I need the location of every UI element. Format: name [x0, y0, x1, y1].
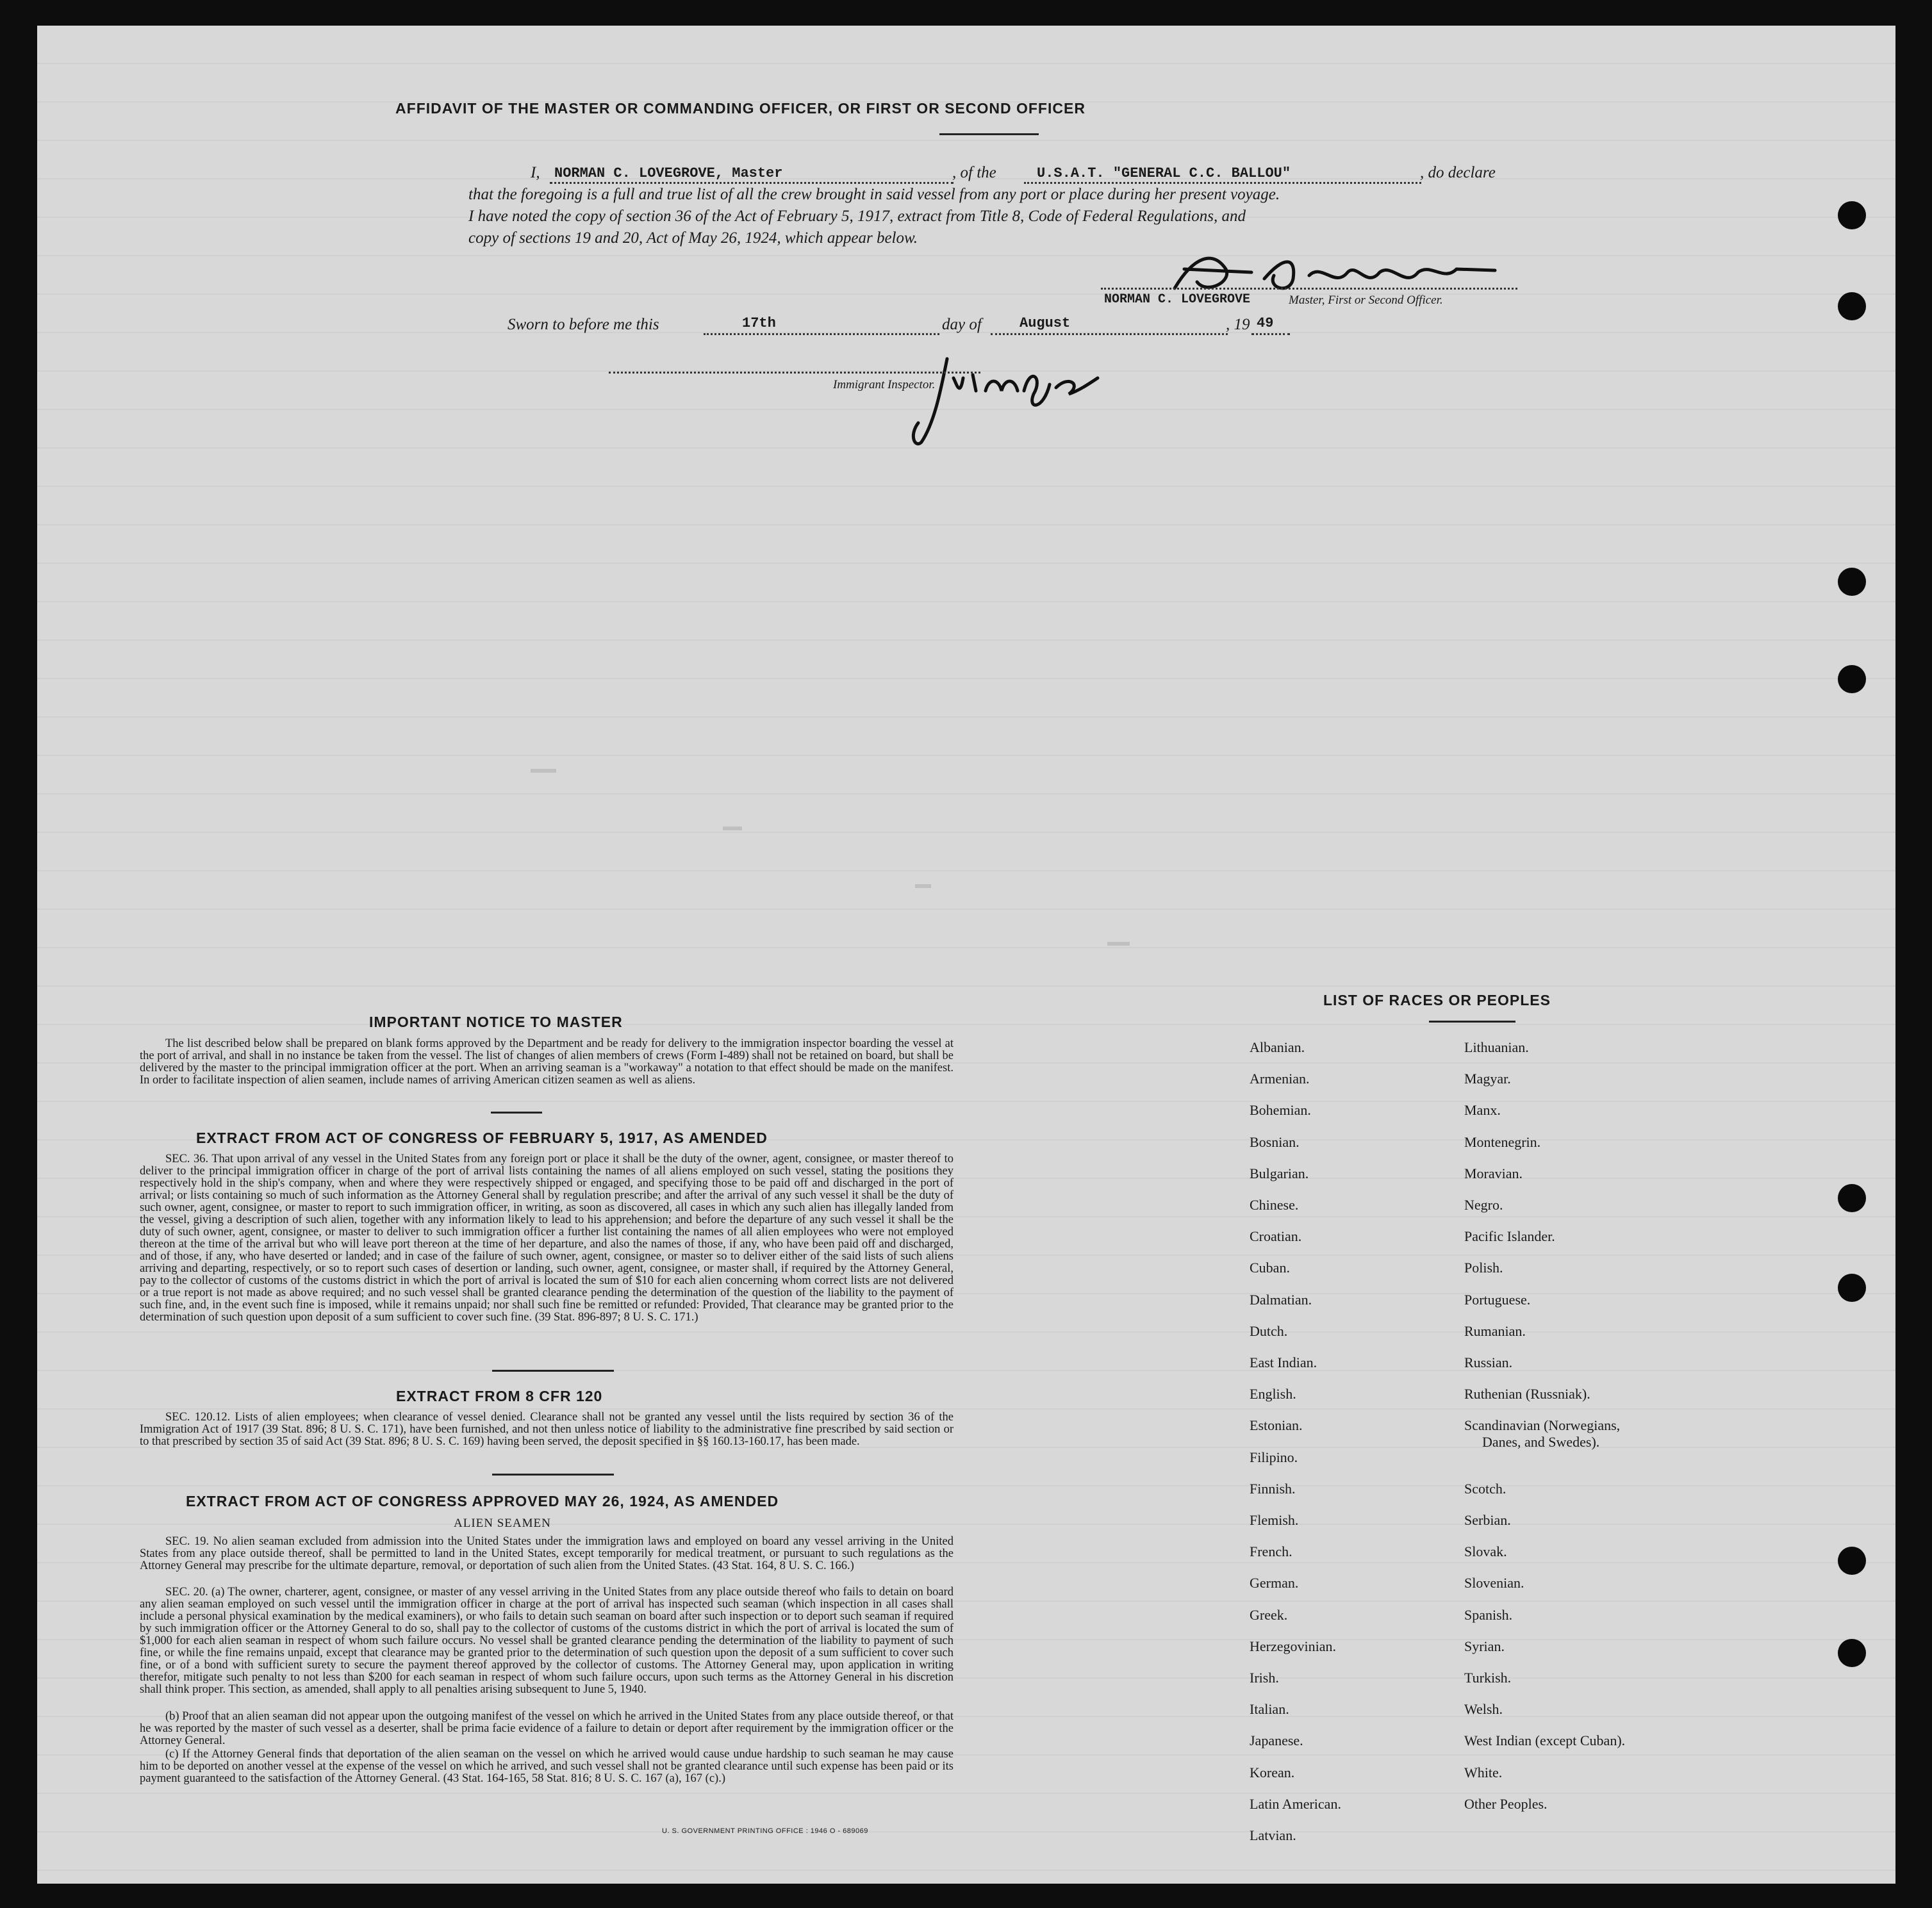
race-item: Magyar. — [1464, 1071, 1511, 1087]
race-item: Scandinavian (Norwegians, — [1464, 1417, 1621, 1434]
race-item: Croatian. — [1250, 1228, 1302, 1245]
typed-master-name: NORMAN C. LOVEGROVE — [1104, 292, 1251, 307]
race-item: Korean. — [1250, 1764, 1295, 1781]
sworn-day: 17th — [742, 315, 776, 331]
extract-cfr-rule — [492, 1474, 614, 1476]
race-item: Bosnian. — [1250, 1133, 1300, 1150]
inspector-caption: Immigrant Inspector. — [833, 378, 936, 391]
master-name: NORMAN C. LOVEGROVE, Master — [554, 165, 783, 181]
race-item: Latin American. — [1250, 1795, 1341, 1812]
extract-1924-title: EXTRACT FROM ACT OF CONGRESS APPROVED MAY 26, 1924, AS AMENDED — [186, 1493, 779, 1509]
sworn-month: August — [1020, 315, 1071, 331]
race-item: East Indian. — [1250, 1354, 1317, 1370]
name-line — [550, 182, 954, 184]
races-title: LIST OF RACES OR PEOPLES — [1323, 992, 1551, 1008]
race-item: Scotch. — [1464, 1480, 1507, 1497]
race-item: Bulgarian. — [1250, 1165, 1309, 1181]
race-item: Estonian. — [1250, 1417, 1303, 1434]
race-item: Polish. — [1464, 1260, 1503, 1276]
binder-hole — [1838, 292, 1866, 320]
race-item: French. — [1250, 1543, 1292, 1560]
extract-1917-title: EXTRACT FROM ACT OF CONGRESS OF FEBRUARY 5, 1917, AS AMENDED — [196, 1130, 768, 1146]
affidavit-i: I, — [531, 164, 540, 181]
alien-seamen-subtitle: ALIEN SEAMEN — [454, 1517, 551, 1530]
sec-20c-text: (c) If the Attorney General finds that deportation of the alien seaman on the vessel on which he arrived would cause undue hardship to such seaman he may cause him to be deported on another vessel at the expense of the vessel on which he arrived, and such vessel shall not be granted clearance until such expense has been paid or its payment guaranteed to the satisfaction of the Attorney General. (43 Stat. 164-165, 58 Stat. 816; 8 U. S. C. 167 (a), 167 (c).) — [140, 1748, 954, 1785]
sec-20b-text: (b) Proof that an alien seaman did not appear upon the outgoing manifest of the vessel on which he arrived in the United States from any place outside thereof, or that he was reported by the master of such vessel as a deserter, shall be prima facie evidence of a failure to detain or deport after requirement by the immigration officer or the Attorney General. — [140, 1710, 954, 1747]
race-item: Chinese. — [1250, 1197, 1299, 1213]
races-underline — [1429, 1021, 1515, 1023]
race-item: Other Peoples. — [1464, 1795, 1548, 1812]
race-item: Irish. — [1250, 1670, 1279, 1686]
race-item: Flemish. — [1250, 1512, 1299, 1528]
affidavit-line-2: that the foregoing is a full and true list of all the crew brought in said vessel from any port or place during her present voyage. — [468, 186, 1280, 203]
signature-caption: Master, First or Second Officer. — [1289, 293, 1443, 307]
race-item: Greek. — [1250, 1606, 1288, 1623]
race-item: Latvian. — [1250, 1827, 1296, 1843]
race-item: Finnish. — [1250, 1480, 1296, 1497]
day-line — [704, 333, 939, 335]
race-item: Danes, and Swedes). — [1482, 1434, 1600, 1451]
race-item: Lithuanian. — [1464, 1039, 1529, 1055]
carbon-bleed-marks — [531, 769, 1364, 1076]
race-item: English. — [1250, 1386, 1296, 1402]
race-item: Serbian. — [1464, 1512, 1511, 1528]
affidavit-line-4: copy of sections 19 and 20, Act of May 26, 1924, which appear below. — [468, 229, 918, 247]
notice-rule — [491, 1112, 542, 1114]
race-item: Negro. — [1464, 1197, 1503, 1213]
race-item: Bohemian. — [1250, 1102, 1311, 1119]
binder-hole — [1838, 201, 1866, 229]
race-item: Welsh. — [1464, 1701, 1503, 1718]
race-item: Italian. — [1250, 1701, 1289, 1718]
race-item: Armenian. — [1250, 1071, 1310, 1087]
affidavit-title: AFFIDAVIT OF THE MASTER OR COMMANDING OFFICER, OR FIRST OR SECOND OFFICER — [395, 100, 1086, 117]
signature-line — [1101, 288, 1517, 290]
day-of-label: day of — [942, 316, 982, 333]
binder-hole — [1838, 1274, 1866, 1302]
title-underline — [939, 133, 1039, 135]
race-item: Moravian. — [1464, 1165, 1523, 1181]
sec-20a-text: SEC. 20. (a) The owner, charterer, agent, consignee, or master of any vessel arriving in the United States from any place outside thereof who fails to detain on board any alien seaman employed on such vessel until the immigration officer in charge at the port of arrival has inspected such seaman (which inspection in all cases shall include a personal physical examination by the medical examiners), or who fails to detain such seaman on board after such inspection or to deport such seaman if required by such immigration officer or the Attorney General to do so, shall pay to the collector of customs of the customs district in which the port of arrival is located the sum of $1,000 for each alien seaman in respect of whom such failure occurs. No vessel shall be granted clearance pending the determination of the liability to payment of such fine, or while the fine remains unpaid, except that clearance may be granted prior to the determination of such question upon the deposit of a sum sufficient to cover such fine, or of a bond with sufficient surety to secure the payment thereof approved by the collector of customs. The Attorney General may, upon application in writing therefor, mitigate such penalty to not less than $200 for each seaman in respect of whom such failure occurs, upon such terms as the Attorney General in his discretion shall think proper. This section, as amended, shall apply to all penalties arising subsequent to June 5, 1940. — [140, 1586, 954, 1696]
race-item: Portuguese. — [1464, 1291, 1531, 1308]
race-item: Herzegovinian. — [1250, 1638, 1336, 1654]
binder-hole — [1838, 1547, 1866, 1575]
year-line — [1251, 333, 1290, 335]
race-item: Turkish. — [1464, 1670, 1512, 1686]
inspector-line — [609, 372, 980, 374]
race-item: Pacific Islander. — [1464, 1228, 1555, 1245]
affidavit-line-3: I have noted the copy of section 36 of the Act of February 5, 1917, extract from Title 8, Code of Federal Regulations, and — [468, 208, 1246, 225]
race-item: Dalmatian. — [1250, 1291, 1312, 1308]
race-item: Manx. — [1464, 1102, 1501, 1119]
binder-hole — [1838, 1184, 1866, 1212]
race-item: Japanese. — [1250, 1732, 1303, 1749]
extract-1917-rule — [492, 1370, 614, 1372]
race-item: Montenegrin. — [1464, 1133, 1541, 1150]
race-item: Filipino. — [1250, 1449, 1298, 1465]
binder-hole — [1838, 568, 1866, 596]
race-item: White. — [1464, 1764, 1503, 1781]
sworn-year: 49 — [1257, 315, 1274, 331]
important-notice-text: The list described below shall be prepared on blank forms approved by the Department and be ready for delivery to the immigration inspector boarding the vessel at the port of arrival, and shall in no instance be taken from the vessel. The list of changes of alien members of crews (Form I-489) shall not be retained on board, but shall be delivered by the master to the principal immigration officer at the port. When an arriving seaman is a "workaway" a notation to that effect should be made on the manifest. In order to facilitate inspection of alien seamen, include names of arriving American citizen seamen as well as aliens. — [140, 1037, 954, 1087]
extract-1917-text: SEC. 36. That upon arrival of any vessel in the United States from any foreign port or place it shall be the duty of the owner, agent, consignee, or master thereof to deliver to the principal immigration officer in charge of the port of arrival lists containing the names of all aliens employed on such vessel, stating the positions they respectively hold in the ship's company, when and where they were respectively shipped or engaged, and specifying those to be paid off and discharged in the port of arrival; or lists containing so much of such information as the Attorney General shall by regulation prescribe; and after the arrival of any such vessel it shall be the duty of such owner, agent, consignee, or master to report to such immigration officer, in writing, as soon as discovered, all cases in which any such alien has illegally landed from the vessel, giving a description of such alien, together with any information likely to lead to his apprehension; and before the departure of any such vessel it shall be the duty of such owner, agent, consignee, or master to deliver to such immigration officer a further list containing the names of all alien employees who were not employed thereon at the time of the arrival but who will leave port thereon at the time of her departure, and also the names of those, if any, who have been paid off and discharged, and of those, if any, who have deserted or landed; and in case of the failure of such owner, agent, consignee, or master so to deliver either of the said lists of such aliens arriving and departing, respectively, or so to report such cases of desertion or landing, such owner, agent, consignee, or master shall, if required by the Attorney General, pay to the collector of customs of the customs district in which the port of arrival is located the sum of $10 for each alien concerning whom correct lists are not delivered or a true report is not made as above required; and no such vessel shall be granted clearance pending the determination of the question of the liability to the payment of such fine, and, in the event such fine is imposed, while it remains unpaid; nor shall such fine be remitted or refunded: Provided, That clearance may be granted prior to the determination of such question upon deposit of a sum sufficient to cover such fine. (39 Stat. 896-897; 8 U. S. C. 171.) — [140, 1153, 954, 1324]
vessel-name: U.S.A.T. "GENERAL C.C. BALLOU" — [1037, 165, 1291, 181]
race-item: West Indian (except Cuban). — [1464, 1732, 1626, 1749]
race-item: Syrian. — [1464, 1638, 1505, 1654]
manifest-page — [37, 26, 1895, 1884]
binder-hole — [1838, 1639, 1866, 1667]
sec-19-text: SEC. 19. No alien seaman excluded from admission into the United States under the immigration laws and employed on board any vessel arriving in the United States from any place outside thereof, shall be permitted to land in the United States, except temporarily for medical treatment, or pursuant to such regulations as the Attorney General may prescribe for the ultimate departure, removal, or deportation of such alien from the United States. (43 Stat. 164, 8 U. S. C. 166.) — [140, 1535, 954, 1572]
race-item: Dutch. — [1250, 1322, 1288, 1339]
race-item: Ruthenian (Russniak). — [1464, 1386, 1590, 1402]
sworn-label: Sworn to before me this — [508, 316, 659, 333]
race-item: German. — [1250, 1575, 1299, 1591]
extract-cfr-text: SEC. 120.12. Lists of alien employees; when clearance of vessel denied. Clearance shall not be granted any vessel until the lists required by section 36 of the Immigration Act of 1917 (39 Stat. 896; 8 U. S. C. 171), have been furnished, and not then unless notice of liability to the administrative fine prescribed by said section or to that prescribed by section 35 of said Act (39 Stat. 896; 8 U. S. C. 169) having been served, the deposit specified in §§ 160.13-160.17, has been made. — [140, 1411, 954, 1448]
month-line — [991, 333, 1228, 335]
important-notice-title: IMPORTANT NOTICE TO MASTER — [369, 1014, 623, 1030]
race-item: Cuban. — [1250, 1260, 1290, 1276]
binder-hole — [1838, 665, 1866, 693]
race-item: Spanish. — [1464, 1606, 1513, 1623]
race-item: Rumanian. — [1464, 1322, 1526, 1339]
race-item: Slovenian. — [1464, 1575, 1524, 1591]
declare-label: , do declare — [1420, 164, 1496, 181]
inspector-signature — [896, 340, 1107, 448]
race-item: Albanian. — [1250, 1039, 1305, 1055]
race-item: Slovak. — [1464, 1543, 1507, 1560]
extract-cfr-title: EXTRACT FROM 8 CFR 120 — [396, 1388, 603, 1404]
printer-imprint: U. S. GOVERNMENT PRINTING OFFICE : 1946 O - 689069 — [662, 1827, 868, 1835]
year-prefix: , 19 — [1226, 316, 1250, 333]
vessel-line — [1024, 182, 1421, 184]
of-the-label: , of the — [952, 164, 996, 181]
race-item: Russian. — [1464, 1354, 1513, 1370]
